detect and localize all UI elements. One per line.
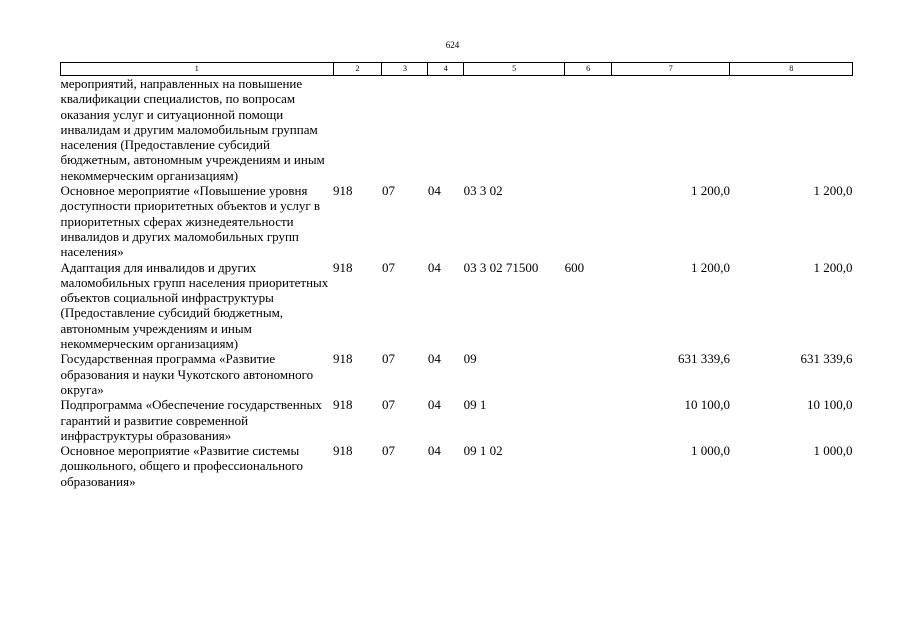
expense-type-code: [565, 76, 612, 184]
column-header-8: 8: [730, 63, 853, 76]
expense-type-code: [565, 397, 612, 443]
target-article-code: 03 3 02 71500: [463, 259, 539, 275]
amount-col-7: 631 339,6: [677, 351, 730, 367]
amount-col-8: 1 000,0: [813, 443, 853, 459]
ministry-code: 918: [333, 259, 353, 275]
section-code: 07: [381, 259, 395, 275]
table-row: [61, 397, 853, 443]
column-header-4: 4: [428, 63, 464, 76]
target-article-code: 09: [463, 351, 477, 367]
expense-type-code: [565, 443, 612, 489]
table-row: [61, 260, 853, 352]
column-header-5: 5: [464, 63, 565, 76]
column-header-3: 3: [382, 63, 428, 76]
ministry-code: 918: [333, 183, 353, 199]
expense-type-code: [565, 351, 612, 397]
table-row: [61, 76, 853, 184]
subsection-code: 04: [427, 397, 441, 413]
target-article-code: 09 1 02: [463, 443, 503, 459]
expense-type-code: 600: [564, 259, 585, 275]
ministry-code: 918: [333, 351, 353, 367]
row-description: мероприятий, направленных на повышение квалификации специалистов, по вопросам оказания услуг и ситуационной помощи инвалидам и другим маломобильным группам населения (Предоставление субсидий бюджетным, автономным учреждениям и иным некоммерческим организациям): [60, 76, 325, 183]
amount-col-7: 1 200,0: [690, 183, 730, 199]
budget-table: [60, 62, 853, 489]
column-header-6: 6: [565, 63, 612, 76]
amount-col-8: [730, 76, 853, 184]
row-description: Основное мероприятие «Развитие системы дошкольного, общего и профессионального образования»: [60, 443, 304, 489]
column-header-1: 1: [61, 63, 334, 76]
subsection-code: 04: [427, 259, 441, 275]
row-description: Государственная программа «Развитие образования и науки Чукотского автономного округа»: [60, 351, 314, 397]
amount-col-8: 1 200,0: [813, 259, 853, 275]
subsection-code: 04: [427, 183, 441, 199]
amount-col-8: 10 100,0: [807, 397, 853, 413]
amount-col-8: 631 339,6: [800, 351, 853, 367]
section-code: 07: [381, 443, 395, 459]
section-code: 07: [381, 183, 395, 199]
amount-col-7: [612, 76, 730, 184]
ministry-code: [333, 76, 382, 184]
target-article-code: 09 1: [463, 397, 487, 413]
subsection-code: 04: [427, 443, 441, 459]
column-number-header-row: [61, 63, 853, 76]
expense-type-code: [565, 183, 612, 259]
amount-col-7: 10 100,0: [684, 397, 730, 413]
row-description: Адаптация для инвалидов и других маломобильных групп населения приоритетных объектов социальной инфраструктуры (Предоставление субсидий бюджетным, автономным учреждениям и иным некоммерческим организациям): [60, 259, 329, 352]
amount-col-7: 1 200,0: [690, 259, 730, 275]
table-row: [61, 183, 853, 259]
page-number: 624: [445, 40, 460, 50]
row-description: Основное мероприятие «Повышение уровня доступности приоритетных объектов и услуг в приоритетных сферах жизнедеятельности инвалидов и других маломобильных групп населения»: [60, 183, 321, 260]
ministry-code: 918: [333, 443, 353, 459]
amount-col-7: 1 000,0: [690, 443, 730, 459]
section-code: 07: [381, 351, 395, 367]
table-row: [61, 443, 853, 489]
subsection-code: 04: [427, 351, 441, 367]
amount-col-8: 1 200,0: [813, 183, 853, 199]
target-article-code: [464, 76, 565, 184]
column-header-2: 2: [333, 63, 382, 76]
row-description: Подпрограмма «Обеспечение государственных гарантий и развитие современной инфраструктуры образования»: [60, 397, 322, 443]
ministry-code: 918: [333, 397, 353, 413]
subsection-code: [428, 76, 464, 184]
section-code: [382, 76, 428, 184]
column-header-7: 7: [612, 63, 730, 76]
section-code: 07: [381, 397, 395, 413]
target-article-code: 03 3 02: [463, 183, 503, 199]
table-row: [61, 351, 853, 397]
